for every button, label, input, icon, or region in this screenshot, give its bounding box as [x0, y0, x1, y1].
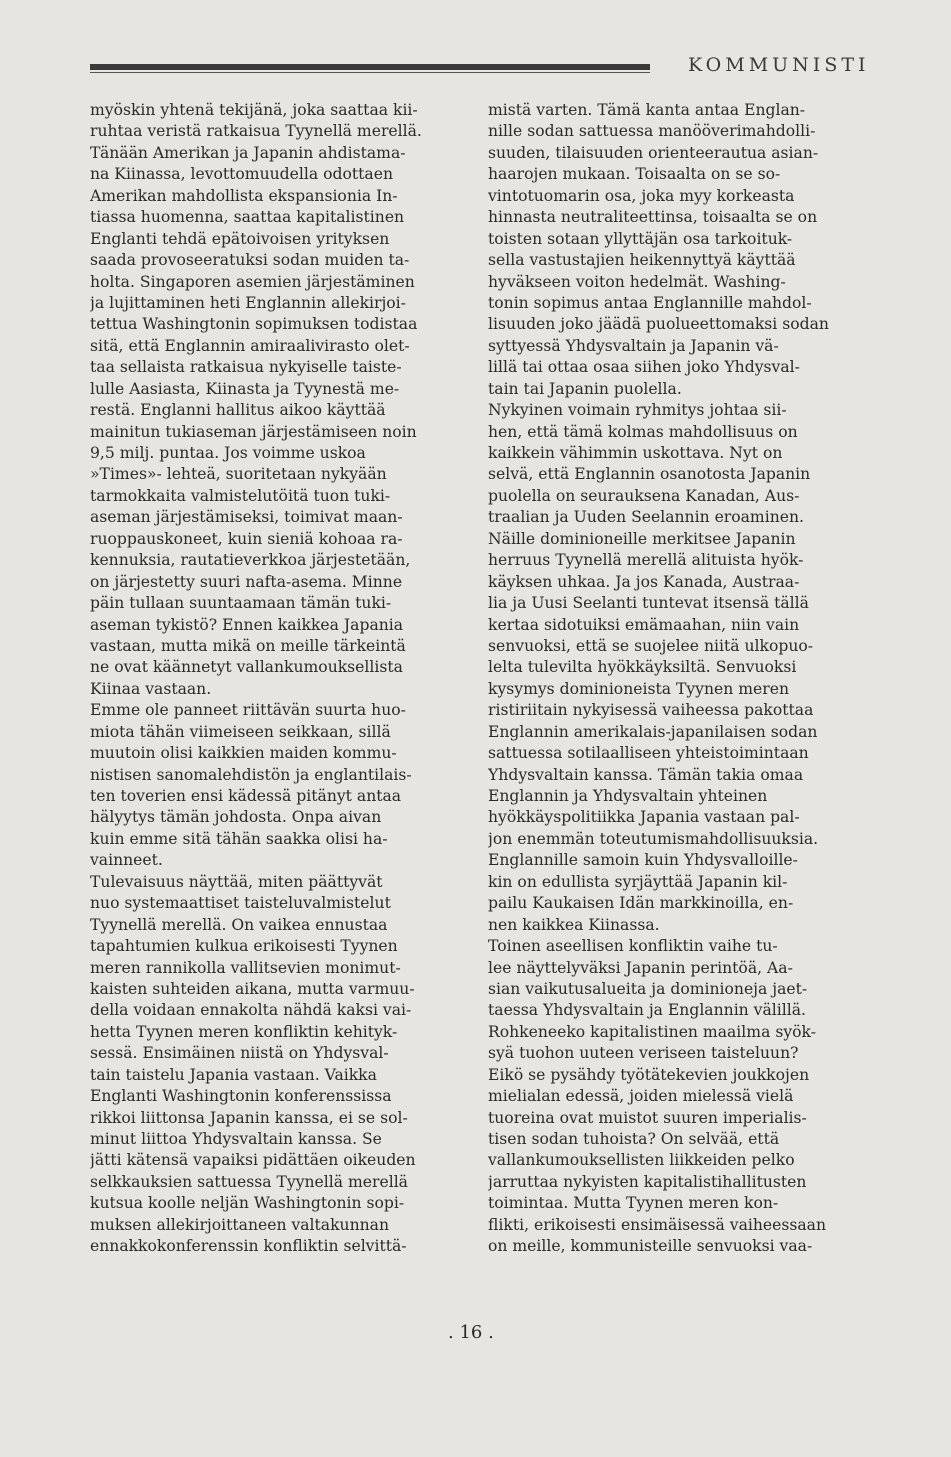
text-line: jarruttaa nykyisten kapitalistihallitusten	[488, 1172, 807, 1191]
text-line: flikti, erikoisesti ensimäisessä vaiheessaan	[488, 1215, 826, 1234]
text-line: meren rannikolla vallitsevien monimut-	[90, 958, 401, 977]
text-line: tain taistelu Japania vastaan. Vaikka	[90, 1065, 377, 1084]
text-line: aseman järjestämiseksi, toimivat maan-	[90, 508, 403, 527]
text-line: haarojen mukaan. Toisaalta on se so-	[488, 165, 781, 184]
left-column	[90, 100, 465, 1258]
text-line: toisten sotaan yllyttäjän osa tarkoituk-	[488, 229, 793, 248]
text-line: kysymys dominioneista Tyynen meren	[488, 679, 790, 698]
text-line: hälyytys tämän johdosta. Onpa aivan	[90, 808, 382, 827]
text-line: ruhtaa veristä ratkaisua Tyynellä merellä.	[90, 122, 422, 141]
text-line: pailu Kaukaisen Idän markkinoilla, en-	[488, 894, 794, 913]
text-line: Kiinaa vastaan.	[90, 679, 212, 698]
text-line: syttyessä Yhdysvaltain ja Japanin vä-	[488, 336, 779, 355]
header-rule-thin	[90, 72, 650, 73]
text-line: hinnasta neutraliteettinsa, toisaalta se on	[488, 208, 818, 227]
text-line: taa sellaista ratkaisua nykyiselle taiste-	[90, 358, 402, 377]
header-rule	[90, 64, 650, 70]
text-line: Amerikan mahdollista ekspansionia In-	[90, 186, 398, 205]
text-line: sella vastustajien heikennyttyä käyttää	[488, 251, 796, 270]
text-line: Englanti tehdä epätoivoisen yrityksen	[90, 229, 390, 248]
text-line: restä. Englanni hallitus aikoo käyttää	[90, 401, 386, 420]
text-line: tettua Washingtonin sopimuksen todistaa	[90, 315, 418, 334]
text-line: Näille dominioneille merkitsee Japanin	[488, 529, 796, 548]
text-line: Tulevaisuus näyttää, miten päättyvät	[90, 872, 383, 891]
text-line: hen, että tämä kolmas mahdollisuus on	[488, 422, 798, 441]
text-line: Rohkeneeko kapitalistinen maailma syök-	[488, 1022, 816, 1041]
text-line: nistisen sanomalehdistön ja englantilais-	[90, 765, 412, 784]
text-line: lee näyttelyväksi Japanin perintöä, Aa-	[488, 958, 793, 977]
text-line: muksen allekirjoittaneen valtakunnan	[90, 1215, 390, 1234]
text-line: taessa Yhdysvaltain ja Englannin välillä.	[488, 1001, 806, 1020]
text-line: ne ovat käännetyt vallankumouksellista	[90, 658, 403, 677]
text-line: sessä. Ensimäinen niistä on Yhdysval-	[90, 1044, 389, 1063]
text-line: 9,5 milj. puntaa. Jos voimme uskoa	[90, 444, 366, 462]
text-line: Englannin amerikalais-japanilaisen sodan	[488, 722, 818, 741]
text-line: kennuksia, rautatieverkkoa järjestetään,	[90, 551, 411, 570]
text-line: holta. Singaporen asemien järjestäminen	[90, 272, 415, 291]
text-line: Englanti Washingtonin konferenssissa	[90, 1087, 392, 1106]
text-line: vintotuomarin osa, joka myy korkeasta	[488, 186, 795, 205]
text-line: ten toverien ensi kädessä pitänyt antaa	[90, 787, 402, 805]
text-line: aseman tykistö? Ennen kaikkea Japania	[90, 615, 404, 634]
text-line: lisuuden joko jäädä puolueettomaksi sodan	[488, 315, 829, 334]
text-line: selvä, että Englannin osanotosta Japanin	[488, 465, 811, 484]
text-line: sian vaikutusalueita ja dominioneja jaet-	[488, 979, 808, 998]
text-line: päin tullaan suuntaamaan tämän tuki-	[90, 594, 392, 613]
text-line: mielialan edessä, joiden mielessä vielä	[488, 1087, 794, 1106]
text-line: myöskin yhtenä tekijänä, joka saattaa kii-	[90, 101, 418, 119]
page-number: . 16 .	[448, 1322, 494, 1343]
text-line: muutoin olisi kaikkien maiden kommu-	[90, 744, 397, 763]
text-line: della voidaan ennakolta nähdä kaksi vai-	[90, 1001, 412, 1020]
text-line: Yhdysvaltain kanssa. Tämän takia omaa	[488, 765, 804, 784]
text-line: kaisten suhteiden aikana, mutta varmuu-	[90, 979, 415, 998]
text-line: Tänään Amerikan ja Japanin ahdistama-	[90, 143, 406, 162]
text-line: kin on edullista syrjäyttää Japanin kil-	[488, 872, 788, 891]
text-line: lia ja Uusi Seelanti tuntevat itsensä tällä	[488, 594, 809, 613]
text-line: sitä, että Englannin amiraalivirasto olet-	[90, 336, 410, 355]
text-line: toimintaa. Mutta Tyynen meren kon-	[488, 1194, 779, 1213]
text-line: syä tuohon uuteen veriseen taisteluun?	[488, 1044, 799, 1063]
text-line: minut liittoa Yhdysvaltain kanssa. Se	[90, 1130, 382, 1148]
text-line: vainneet.	[90, 851, 163, 870]
text-line: miota tähän viimeiseen seikkaan, sillä	[90, 722, 391, 741]
text-line: tapahtumien kulkua erikoisesti Tyynen	[90, 937, 398, 956]
text-line: nen kaikkea Kiinassa.	[488, 915, 660, 934]
text-line: kutsua koolle neljän Washingtonin sopi-	[90, 1194, 405, 1213]
text-line: tonin sopimus antaa Englannille mahdol-	[488, 293, 812, 312]
text-line: käyksen uhkaa. Ja jos Kanada, Austraa-	[488, 572, 800, 591]
text-line: lillä tai ottaa osaa siihen joko Yhdysval-	[488, 358, 800, 377]
text-line: tain tai Japanin puolella.	[488, 379, 682, 398]
text-line: senvuoksi, että se suojelee niitä ulkopuo-	[488, 636, 814, 655]
text-line: jon enemmän toteutumismahdollisuuksia.	[488, 829, 819, 848]
text-line: vastaan, mutta mikä on meille tärkeintä	[90, 636, 406, 655]
text-line: lulle Aasiasta, Kiinasta ja Tyynestä me-	[90, 379, 400, 398]
text-line: herruus Tyynellä merellä alituista hyök-	[488, 551, 804, 570]
text-line: ruoppauskoneet, kuin sieniä kohoaa ra-	[90, 529, 403, 548]
text-line: tiassa huomenna, saattaa kapitalistinen	[90, 208, 405, 227]
text-line: Englannille samoin kuin Yhdysvalloille-	[488, 851, 798, 870]
text-line: tisen sodan tuhoista? On selvää, että	[488, 1130, 780, 1148]
text-line: mistä varten. Tämä kanta antaa Englan-	[488, 101, 806, 119]
text-line: ja lujittaminen heti Englannin allekirjoi-	[90, 293, 406, 312]
text-line: na Kiinassa, levottomuudella odottaen	[90, 165, 393, 184]
right-column	[488, 100, 866, 1258]
text-line: kuin emme sitä tähän saakka olisi ha-	[90, 829, 388, 848]
text-line: »Times»- lehteä, suoritetaan nykyään	[90, 465, 387, 484]
text-line: mainitun tukiaseman järjestämiseen noin	[90, 422, 417, 441]
text-line: sattuessa sotilaalliseen yhteistoimintaan	[488, 744, 809, 763]
text-line: saada provoseeratuksi sodan muiden ta-	[90, 251, 410, 270]
text-line: selkkauksien sattuessa Tyynellä merellä	[90, 1172, 408, 1191]
text-line: hyväkseen voiton hedelmät. Washing-	[488, 272, 786, 291]
text-line: on järjestetty suuri nafta-asema. Minne	[90, 572, 403, 591]
text-line: Emme ole panneet riittävän suurta huo-	[90, 701, 406, 720]
text-line: lelta tulevilta hyökkäyksiltä. Senvuoksi	[488, 658, 797, 677]
text-line: hetta Tyynen meren konfliktin kehityk-	[90, 1022, 398, 1041]
text-line: on meille, kommunisteille senvuoksi vaa-	[488, 1237, 813, 1256]
text-line: nuo systemaattiset taisteluvalmistelut	[90, 894, 391, 913]
running-head: KOMMUNISTI	[688, 54, 870, 76]
text-line: Eikö se pysähdy työtätekevien joukkojen	[488, 1065, 810, 1084]
text-line: ennakkokonferenssin konfliktin selvittä-	[90, 1237, 407, 1256]
text-line: kertaa sidotuiksi emämaahan, niin vain	[488, 615, 800, 634]
text-line: Englannin ja Yhdysvaltain yhteinen	[488, 787, 768, 805]
text-line: tarmokkaita valmistelutöitä tuon tuki-	[90, 486, 391, 505]
text-line: Tyynellä merellä. On vaikea ennustaa	[90, 915, 388, 934]
text-line: puolella on seurauksena Kanadan, Aus-	[488, 486, 800, 505]
text-line: tuoreina ovat muistot suuren imperialis-	[488, 1108, 807, 1127]
text-line: Nykyinen voimain ryhmitys johtaa sii-	[488, 401, 787, 420]
text-line: ristiriitain nykyisessä vaiheessa pakottaa	[488, 701, 814, 720]
text-line: rikkoi liittonsa Japanin kanssa, ei se sol-	[90, 1108, 408, 1127]
text-line: vallankumouksellisten liikkeiden pelko	[488, 1151, 795, 1170]
text-line: kaikkein vähimmin uskottava. Nyt on	[488, 444, 783, 462]
text-line: suuden, tilaisuuden orienteerautua asian-	[488, 143, 819, 162]
text-line: Toinen aseellisen konfliktin vaihe tu-	[488, 937, 778, 956]
text-line: jätti kätensä vapaiksi pidättäen oikeuden	[90, 1151, 416, 1170]
text-line: hyökkäyspolitiikka Japania vastaan pal-	[488, 808, 800, 827]
text-line: nille sodan sattuessa manööverimahdolli-	[488, 122, 816, 141]
text-line: traalian ja Uuden Seelannin eroaminen.	[488, 508, 804, 527]
